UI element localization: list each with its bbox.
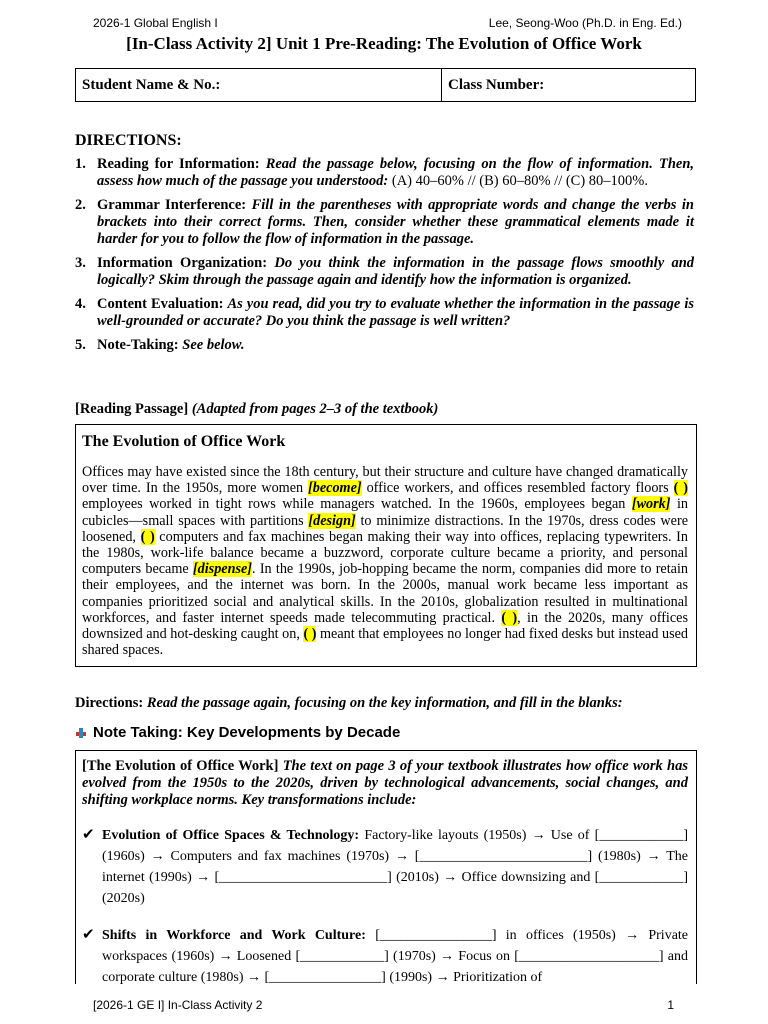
direction-label: Content Evaluation: [97,296,224,312]
passage-segment: Offices may have existed since the 18th century, but their structure and culture have changed dramatically over time. In the 1950s, more women [82,464,688,497]
header-course: 2026-1 Global English I [93,16,218,30]
note-item-label: Evolution of Office Spaces & Technology: [102,828,360,843]
note-item-workforce [82,925,688,984]
direction-number: 4. [75,296,86,312]
passage-title: The Evolution of Office Work [82,433,286,450]
note-item-text[interactable]: [________________] in offices (1950s) → Private workspaces (1960s) → Loosened [____________] (1970s) → Focus on [____________________] and corporate culture (1980s) → [________________] (1990s) → Prioritization of [102,928,689,984]
class-number-field[interactable]: Class Number: [448,76,545,93]
direction-text: Read the passage below, focusing on the flow of information. Then, assess how much of the passage you understood: [97,156,695,189]
note-taking-title: Note Taking: Key Developments by Decade [93,724,401,741]
direction-label: Reading for Information: [97,156,260,172]
note-item-office-spaces [82,825,688,909]
passage-box [75,424,697,667]
direction-text: See below. [182,337,245,353]
direction-label: Grammar Interference: [97,197,247,213]
fill-blanks-directions [75,695,623,712]
passage-segment: to minimize distractions. In the 1970s, dress codes were loosened, [82,512,688,545]
verb-bracket-design[interactable] [308,513,355,529]
direction-text: Fill in the parentheses with appropriate words and change the verbs in brackets into their correct forms. Then, consider whether these grammatical elements made it harder for you to follow the flow of information in the passage. [97,197,694,247]
student-info-table [75,68,696,102]
student-name-field[interactable]: Student Name & No.: [76,69,442,101]
directions-list [75,156,694,361]
verb-bracket-text: [become] [308,480,362,497]
intro-text: The text on page 3 of your textbook illustrates how office work has evolved from the 1950s to the 2020s, driven by technological advancements, social changes, and shifting workplace norms. Key transformations include: [82,758,688,808]
direction-item [75,337,694,354]
direction-number: 1. [75,156,86,172]
passage-text [82,464,688,658]
checkmark-icon: ✔ [82,927,95,943]
passage-segment: employees worked in tight rows while managers watched. In the 1960s, employees began [82,496,632,513]
directions2-label: Directions: [75,695,144,711]
direction-options: (A) 40–60% // (B) 60–80% // (C) 80–100%. [391,173,649,189]
direction-item [75,255,694,289]
page-title: [In-Class Activity 2] Unit 1 Pre-Reading: The Evolution of Office Work [126,34,642,53]
passage-segment: office workers, and offices resembled factory floors [361,480,674,497]
direction-item [75,156,694,190]
intro-label: [The Evolution of Office Work] [82,758,279,774]
passage-segment: , in the 2020s, many offices downsized and hot-desking caught on, [82,609,688,643]
blank-parenthesis-4[interactable]: ( ) [303,626,317,643]
note-item-text[interactable]: Factory-like layouts (1950s) → Use of [____________] (1960s) → Computers and fax machines (1970s) → [________________________] (1980s) → The internet (1990s) → [________________________] (2010s) → Office downsizing and [____________] (2020s) [102,828,688,906]
verb-bracket-text: [dispense] [192,561,253,578]
reading-passage-source: (Adapted from pages 2–3 of the textbook) [191,401,439,417]
reading-passage-label: [Reading Passage] [75,401,189,417]
blank-parenthesis-2[interactable]: ( ) [140,528,155,545]
direction-item [75,197,694,248]
note-taking-heading [75,724,400,741]
passage-segment: in cubicles—small spaces with partitions [82,496,688,529]
direction-item [75,296,694,330]
header-instructor: Lee, Seong-Woo (Ph.D. in Eng. Ed.) [488,16,682,30]
note-taking-box [75,750,697,984]
direction-number: 5. [75,337,86,353]
note-item-label: Shifts in Workforce and Work Culture: [102,928,366,943]
blank-parenthesis-3[interactable]: ( ) [501,609,518,626]
direction-label: Information Organization: [97,255,268,271]
passage-segment: meant that employees no longer had fixed desks but instead used shared spaces. [82,626,689,659]
passage-segment: computers and fax machines began making their way into offices, replacing typewriters. In the 1980s, work-life balance became a buzzword, corporate culture became a priority, and personal computers became [82,528,689,578]
checkmark-icon: ✔ [82,827,95,843]
direction-label: Note-Taking: [97,337,179,353]
direction-text: As you read, did you try to evaluate whether the information in the passage is well-grounded or accurate? Do you think the passage is well written? [97,296,694,329]
verb-bracket-dispense[interactable] [193,561,252,577]
verb-bracket-text: [design] [308,512,356,529]
page-number: 1 [667,998,674,1012]
directions2-text: Read the passage again, focusing on the key information, and fill in the blanks: [146,695,623,711]
direction-number: 3. [75,255,86,271]
direction-text: Do you think the information in the passage flows smoothly and logically? Skim through the passage again and identify how the information is organized. [97,255,695,288]
directions-heading: DIRECTIONS: [75,132,182,149]
note-taking-intro [82,758,688,809]
pushpin-icon [75,727,87,739]
direction-number: 2. [75,197,86,213]
reading-passage-heading [75,401,438,418]
verb-bracket-text: [work] [631,496,671,513]
verb-bracket-become[interactable] [308,480,362,496]
passage-segment: . In the 1990s, job-hopping became the norm, companies did more to retain their employees, and the internet was born. In the 2000s, manual work became less important as companies prioritized social and analytical skills. In the 2010s, globalization resulted in multinational workforces, and faster internet speeds made telecommuting practical. [82,561,688,626]
footer-course-label: [2026-1 GE I] In-Class Activity 2 [93,998,263,1012]
blank-parenthesis-1[interactable]: ( ) [673,480,688,497]
verb-bracket-work[interactable] [632,496,671,512]
